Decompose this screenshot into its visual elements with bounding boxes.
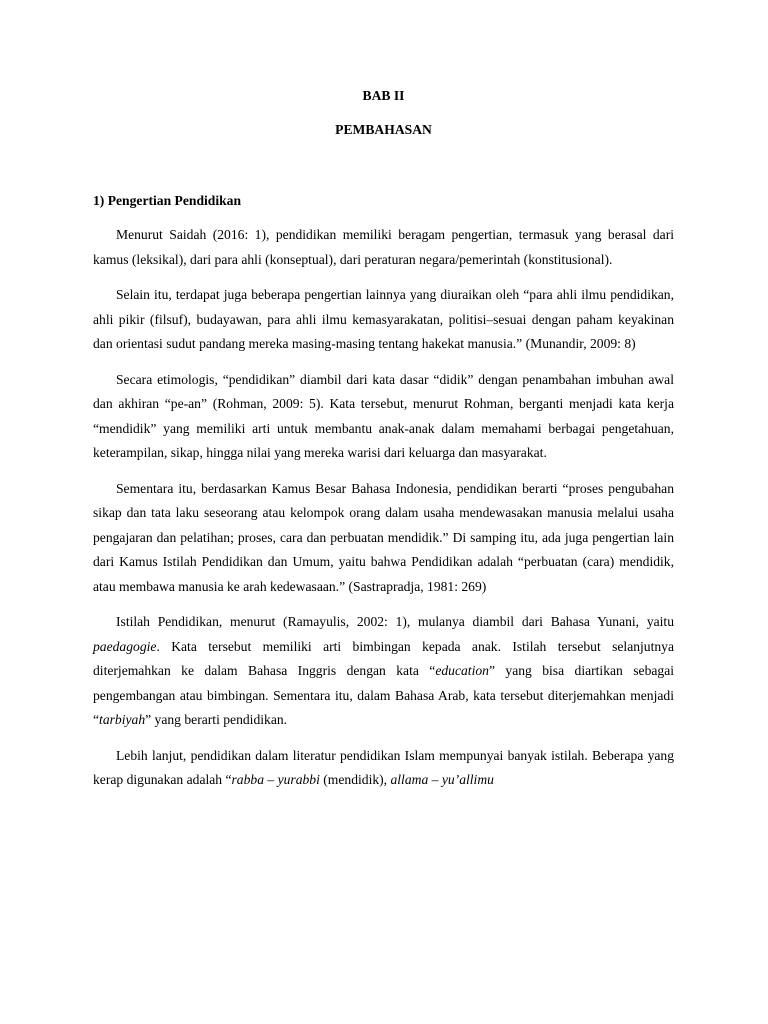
paragraph-text: . Kata tersebut memiliki arti bimbingan kepada anak. Istilah tersebut selanjutnya diterjemahkan ke dalam Bahasa Inggris dengan kata “ [93, 638, 674, 678]
paragraph-text: ” yang berarti pendidikan. [145, 712, 288, 727]
italic-term: education [435, 663, 489, 678]
section-heading: 1) Pengertian Pendidikan [93, 193, 242, 208]
paragraph-text: Lebih lanjut, pendidikan dalam literatur pendidikan Islam mempunyai banyak istilah. Beberapa yang kerap digunakan adalah “ [93, 747, 674, 787]
italic-term: tarbiyah [99, 712, 146, 727]
paragraph [93, 744, 674, 793]
body-text [93, 223, 674, 804]
paragraph: Sementara itu, berdasarkan Kamus Besar Bahasa Indonesia, pendidikan berarti “proses pengubahan sikap dan tata laku seseorang atau kelompok orang dalam usaha mendewasakan manusia melalui usaha pengajaran dan pelatihan; proses, cara dan perbuatan mendidik.” Di samping itu, ada juga pengertian lain dari Kamus Istilah Pendidikan dan Umum, yaitu bahwa Pendidikan adalah “perbuatan (cara) mendidik, atau membawa manusia ke arah kedewasaan.” (Sastrapradja, 1981: 269) [93, 480, 674, 594]
paragraph-text: Istilah Pendidikan, menurut (Ramayulis, 2002: 1), mulanya diambil dari Bahasa Yunani, yaitu [116, 614, 674, 629]
paragraph-text: (mendidik), [319, 772, 391, 787]
paragraph-text: ” yang bisa diartikan sebagai pengembangan atau bimbingan. Sementara itu, dalam Bahasa Arab, kata tersebut diterjemahkan menjadi “ [93, 663, 675, 727]
chapter-number: BAB II [362, 88, 405, 103]
italic-term: rabba – yurabbi [231, 772, 320, 787]
italic-term: allama – yu’allimu [390, 772, 494, 787]
paragraph [93, 610, 674, 733]
italic-term: paedagogie [93, 638, 157, 654]
chapter-title: PEMBAHASAN [335, 122, 432, 137]
paragraph: Secara etimologis, “pendidikan” diambil dari kata dasar “didik” dengan penambahan imbuhan awal dan akhiran “pe-an” (Rohman, 2009: 5). Kata tersebut, menurut Rohman, berganti menjadi kata kerja “mendidik” yang memiliki arti untuk membantu anak-anak dalam memahami berbagai pengetahuan, keterampilan, sikap, hingga nilai yang mereka warisi dari keluarga dan masyarakat. [93, 371, 674, 460]
paragraph: Selain itu, terdapat juga beberapa pengertian lainnya yang diuraikan oleh “para ahli ilmu pendidikan, ahli pikir (filsuf), budayawan, para ahli ilmu kemasyarakatan, politisi–sesuai dengan paham keyakinan dan orientasi sudut pandang mereka masing-masing tentang hakekat manusia.” (Munandir, 2009: 8) [93, 287, 674, 351]
paragraph: Menurut Saidah (2016: 1), pendidikan memiliki beragam pengertian, termasuk yang berasal dari kamus (leksikal), dari para ahli (konseptual), dari peraturan negara/pemerintah (konstitusional). [93, 227, 674, 267]
